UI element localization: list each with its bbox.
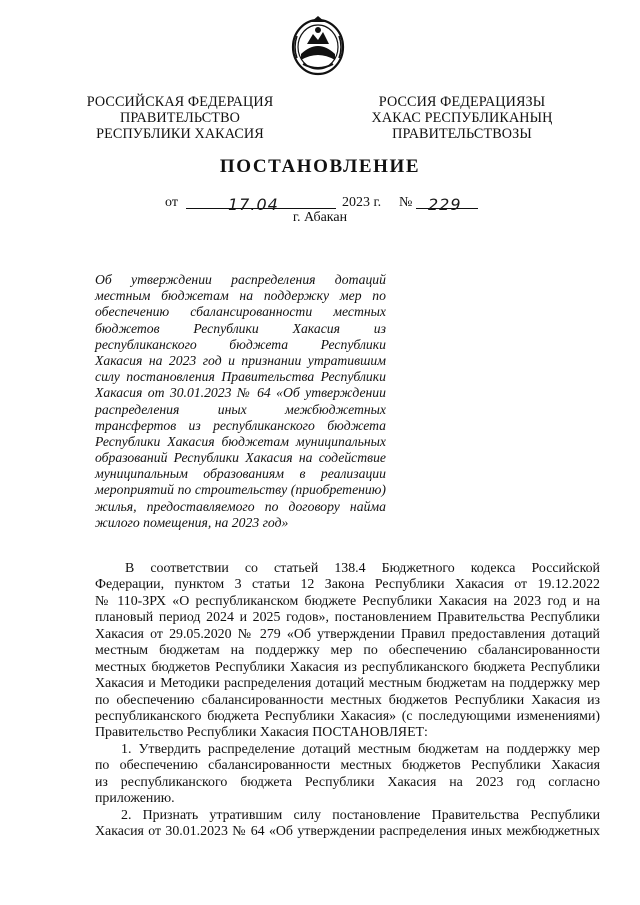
subject-line: бюджетов Республики Хакасия из [95,320,386,336]
subject-block [95,272,386,531]
body-line: Хакасия от 30.01.2023 № 64 «Об утверждении распределения иных межбюджетных [95,824,600,839]
header-left-line: РЕСПУБЛИКИ ХАКАСИЯ [96,126,264,142]
body-line: Правительство Республики Хакасия ПОСТАНОВЛЯЕТ: [95,725,428,741]
body-line: Хакасия и Методики распределения дотаций местным бюджетам на поддержку мер [95,676,600,692]
body-line: плановый период 2024 и 2025 годов», постановлением Правительства Республики [95,610,600,626]
header-left-block [80,94,280,142]
subject-line: Республики Хакасия бюджетам муниципальных [95,433,386,449]
body-line: Хакасия от 29.05.2020 № 279 «Об утверждении Правил предоставления дотаций [95,626,600,642]
coat-of-arms-emblem-icon [289,14,347,78]
body-text [95,561,600,840]
body-line: Федерации, пунктом 3 статьи 12 Закона Республики Хакасия от 19.12.2022 [95,577,600,593]
header-left-line: РОССИЙСКАЯ ФЕДЕРАЦИЯ [86,94,274,110]
subject-line: жилья, предоставляемого по договору найма [95,498,386,514]
body-line: № 110-ЗРХ «О республиканском бюджете Республики Хакасия на 2023 год и на [95,593,600,609]
subject-line: обеспечению сбалансированности местных [95,304,386,320]
subject-line: Хакасия на 2023 год и признании утратившим [95,352,386,368]
body-line: местным бюджетам на поддержку мер по обеспечению сбалансированности [95,643,600,659]
body-line: 2. Признать утратившим силу постановление Правительства Республики [121,807,600,823]
city-label: г. Абакан [292,210,348,225]
document-title: ПОСТАНОВЛЕНИЕ [219,156,421,177]
handwritten-number: 229 [428,195,462,214]
subject-line: Хакасия от 30.01.2023 № 64 «Об утверждении [95,385,386,401]
body-line: В соответствии со статьей 138.4 Бюджетного кодекса Российской [125,561,600,576]
number-label: № [399,195,413,210]
subject-line: Об утверждении распределения дотаций [95,272,386,287]
subject-line: образований Республики Хакасия на содействие [95,450,386,466]
body-line: приложению. [95,791,175,807]
body-line: из республиканского бюджета Республики Хакасия на 2023 год согласно [95,774,600,790]
header-right-block [362,94,562,142]
header-right-line: ПРАВИТЕЛЬСТВОЗЫ [392,126,532,142]
header-left-line: ПРАВИТЕЛЬСТВО [120,110,240,126]
subject-line: мероприятий по строительству (приобретению) [95,482,386,498]
header-right-line: ХАКАС РЕСПУБЛИКАНЫҢ [371,110,553,126]
subject-line: муниципальным образованиям в реализации [95,466,386,482]
year-text: 2023 г. [342,195,382,210]
subject-line: республиканского бюджета Республики [95,336,386,352]
subject-line: трансфертов из республиканского бюджета [95,417,386,433]
body-line: 1. Утвердить распределение дотаций местным бюджетам на поддержку мер [121,741,600,757]
subject-line: силу постановления Правительства Республики [95,369,386,385]
body-line: республиканского бюджета Республики Хакасия» (с последующими изменениями) [95,708,600,724]
body-line: местных бюджетов Республики Хакасия из республиканского бюджета Республики [95,659,600,675]
subject-line: жилого помещения, на 2023 год» [95,514,289,530]
handwritten-date: 17.04 [228,195,279,214]
body-line: по обеспечению сбалансированности местных бюджетов Республики Хакасия из [95,692,600,708]
subject-line: местным бюджетам на поддержку мер по [95,288,386,304]
header-right-line: РОССИЯ ФЕДЕРАЦИЯЗЫ [378,94,546,110]
subject-line: распределения иных межбюджетных [95,401,386,417]
from-label: от [165,195,178,210]
body-line: по обеспечению сбалансированности местных бюджетов Республики Хакасия [95,758,600,774]
